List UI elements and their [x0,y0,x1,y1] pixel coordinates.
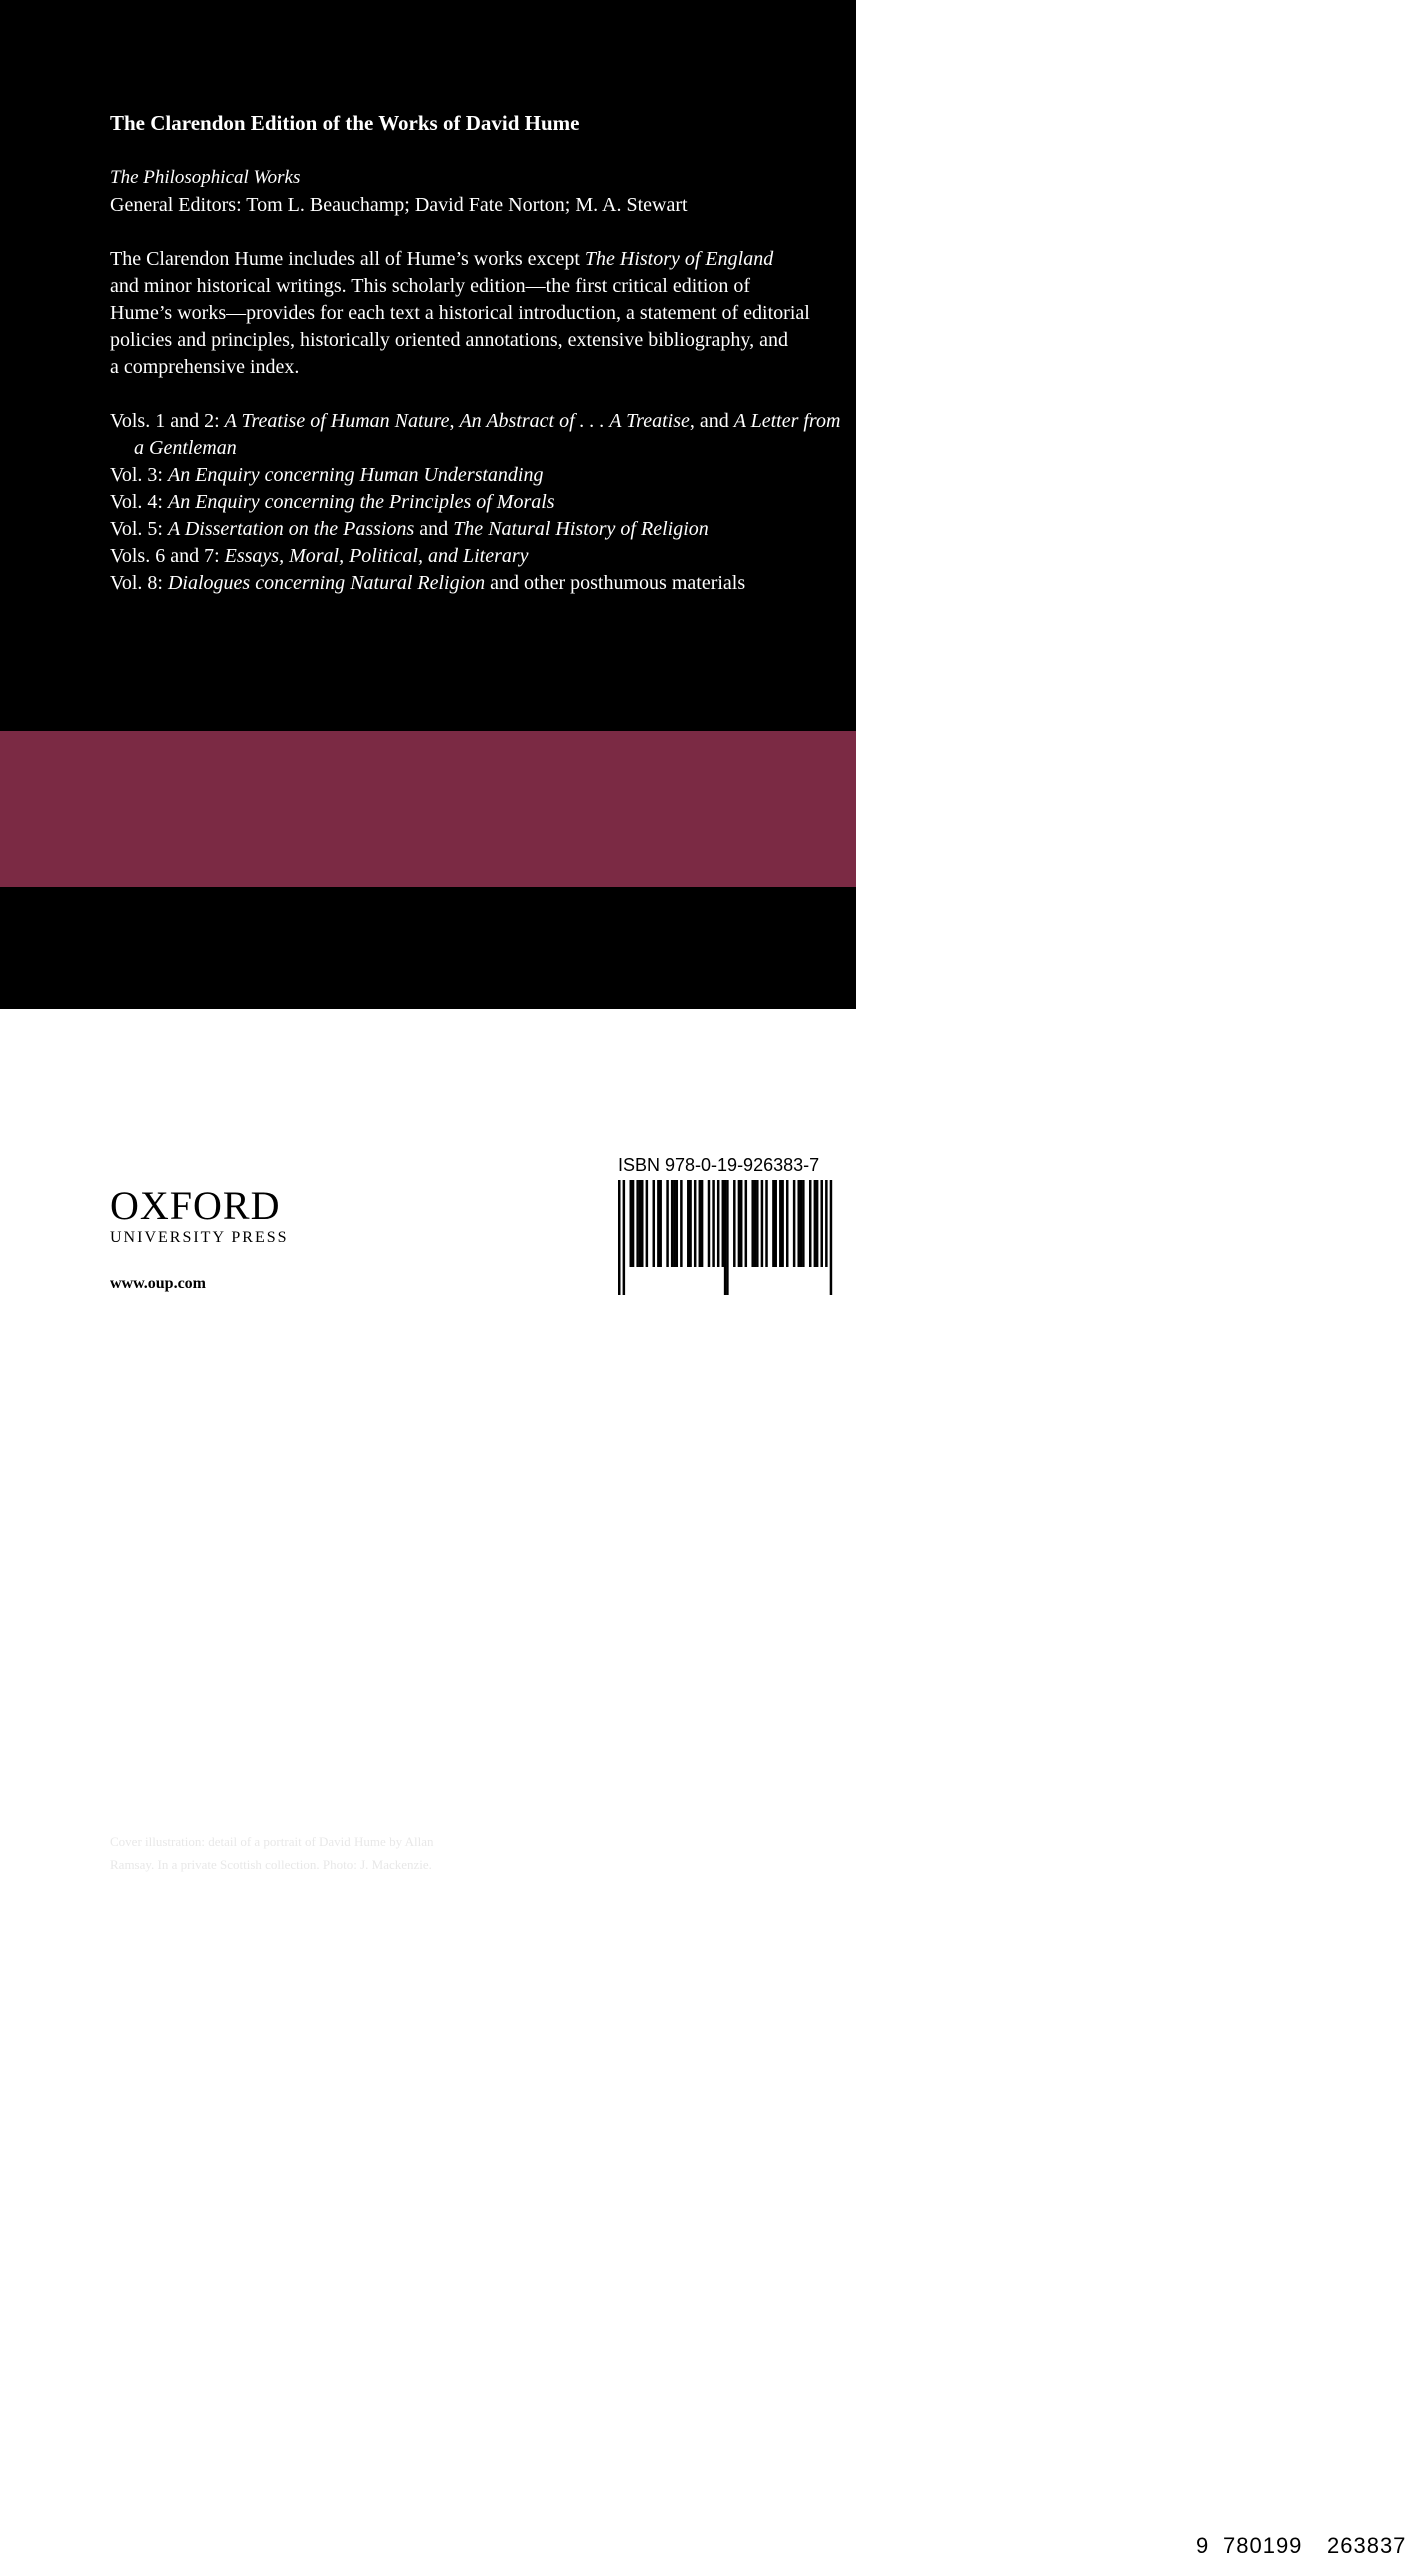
oxford-logo: OXFORD [110,1183,281,1228]
volume-item [110,462,850,489]
description-line-5: a comprehensive index. [110,356,300,378]
barcode-digits [596,1267,1407,2558]
general-editors: General Editors: Tom L. Beauchamp; David Fate Norton; M. A. Stewart [110,194,688,216]
volume-title: The Natural History of Religion [453,518,709,540]
volume-item [110,516,850,543]
barcode-digit-group-2: 263837 [1327,2533,1407,2558]
volume-number: Vols. 1 and 2: [110,410,225,432]
volume-title: An Enquiry concerning Human Understanding [167,464,544,486]
volume-number: Vols. 6 and 7: [110,545,225,567]
description-line-2: and minor historical writings. This scholarly edition—the first critical edition of [110,275,751,297]
volume-title: Essays, Moral, Political, and Literary [224,545,529,567]
philosophical-works-subtitle: The Philosophical Works [110,167,301,188]
volume-title: Dialogues concerning Natural Religion [167,572,486,594]
description-line-3: Hume’s works—provides for each text a historical introduction, a statement of editorial [110,302,810,324]
decorative-band [0,731,856,887]
volume-separator: , [449,410,460,432]
barcode-digit-group-1: 780199 [1223,2533,1303,2558]
volume-number: Vol. 3: [110,464,168,486]
volume-title: A Letter from [733,410,841,432]
university-press-label: UNIVERSITY PRESS [110,1229,289,1246]
volume-number: Vol. 5: [110,518,168,540]
description [110,246,856,381]
isbn-label: ISBN 978-0-19-926383-7 [618,1155,820,1175]
volume-title: A Treatise of Human Nature [224,410,450,432]
volume-item [110,543,850,570]
back-cover-text-panel [0,0,856,731]
barcode-first-digit: 9 [1196,2533,1209,2558]
cover-illustration-caption [110,1830,433,1876]
volume-number: Vol. 4: [110,491,168,513]
volume-separator: and [414,518,454,540]
volume-item-continuation: a Gentleman [134,437,237,459]
history-of-england-title: The History of England [584,248,774,270]
volume-note: and other posthumous materials [485,572,746,594]
volume-list [110,408,850,597]
description-line-4: policies and principles, historically oriented annotations, extensive bibliography, and [110,329,788,351]
volume-item [110,570,850,597]
description-line-1 [110,246,856,273]
volume-item [110,489,850,516]
series-title: The Clarendon Edition of the Works of David Hume [110,111,580,135]
volume-item [110,408,850,435]
volume-title: A Dissertation on the Passions [167,518,415,540]
caption-line-1: Cover illustration: detail of a portrait of David Hume by Allan [110,1834,434,1849]
description-text: The Clarendon Hume includes all of Hume’s works except [110,248,585,270]
volume-separator: , and [689,410,734,432]
volume-number: Vol. 8: [110,572,168,594]
publisher-url[interactable]: www.oup.com [110,1275,207,1292]
caption-line-2: Ramsay. In a private Scottish collection. Photo: J. Mackenzie. [110,1857,432,1872]
volume-title: An Enquiry concerning the Principles of Morals [167,491,555,513]
volume-title: An Abstract of . . . A Treatise [459,410,690,432]
